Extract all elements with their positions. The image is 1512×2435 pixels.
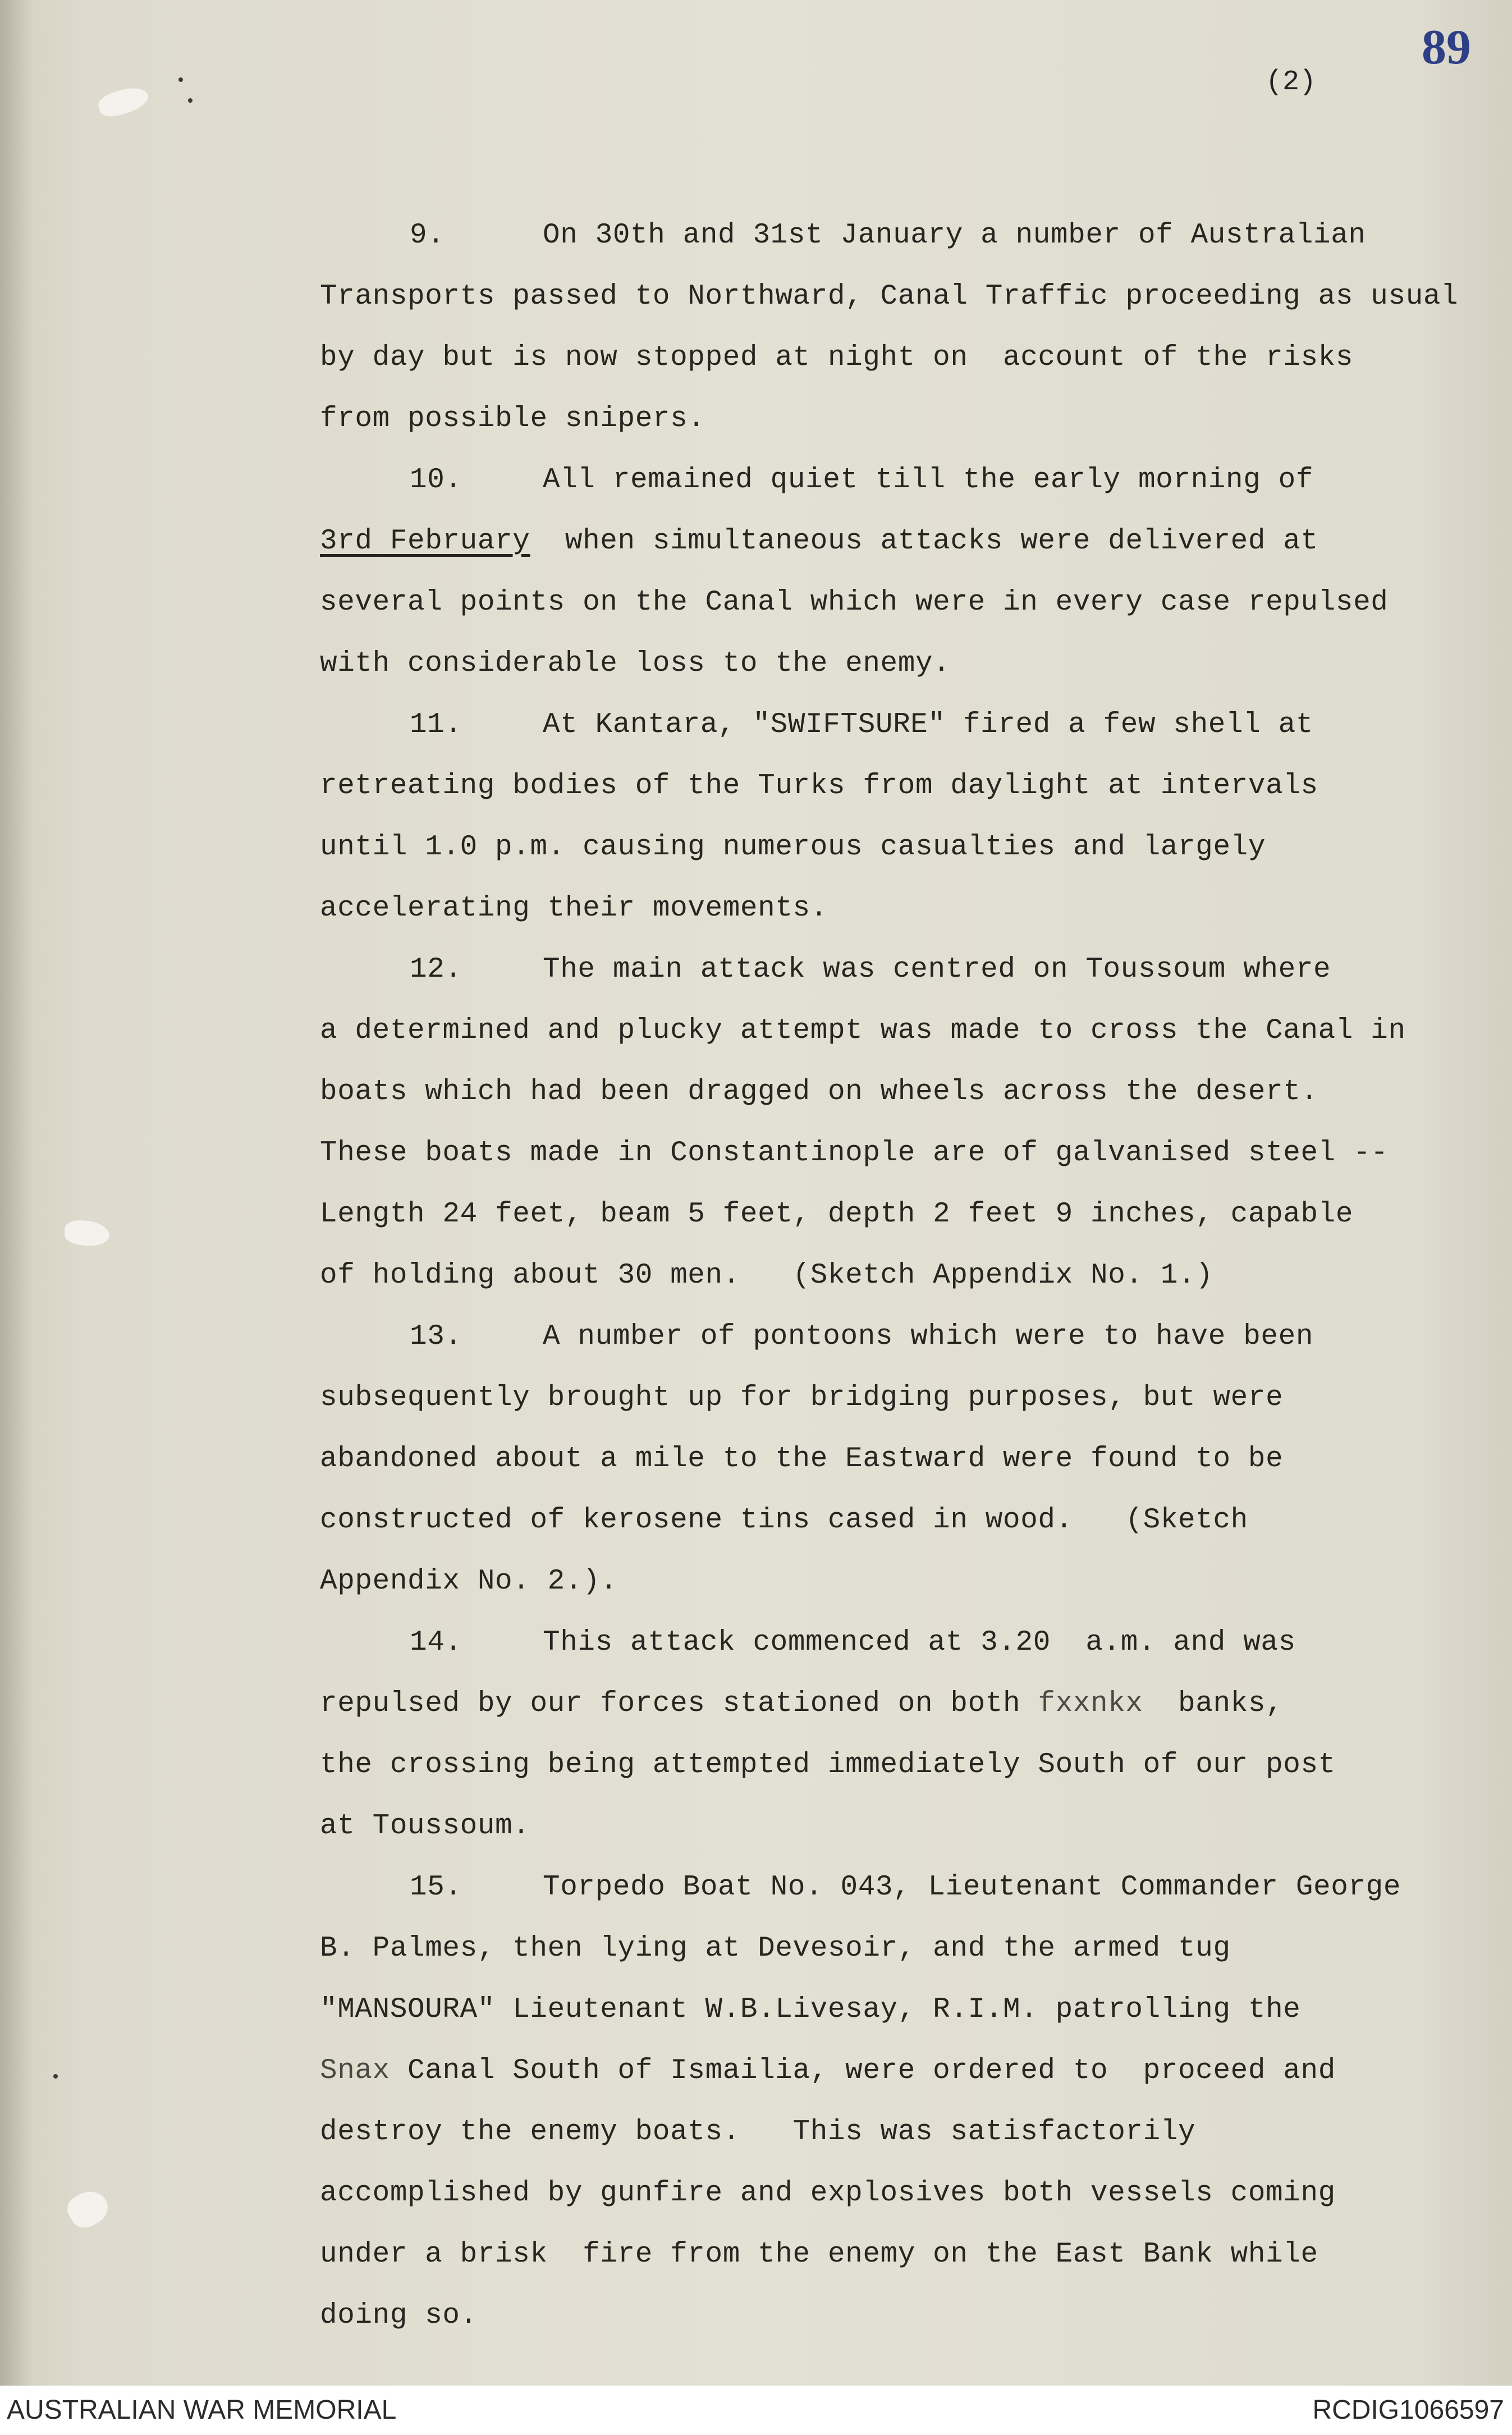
text-line bbox=[320, 2285, 1512, 2346]
struck-out-text: fxxnkx bbox=[1038, 1688, 1143, 1720]
text-line bbox=[320, 1918, 1512, 1979]
line-text: a determined and plucky attempt was made to cross the Canal in bbox=[320, 1015, 1406, 1047]
line-text: retreating bodies of the Turks from daylight at intervals bbox=[320, 770, 1318, 802]
paper-speck bbox=[178, 77, 183, 82]
text-line bbox=[320, 633, 1512, 694]
paper-speck bbox=[188, 98, 193, 103]
text-line bbox=[320, 2224, 1512, 2285]
line-text: These boats made in Constantinople are of galvanised steel -- bbox=[320, 1137, 1389, 1169]
line-text: All remained quiet till the early morning of bbox=[543, 464, 1314, 496]
line-text: boats which had been dragged on wheels across the desert. bbox=[320, 1076, 1318, 1108]
text-line bbox=[320, 1184, 1512, 1245]
paper-tear-mark bbox=[63, 2185, 114, 2233]
text-line bbox=[320, 572, 1512, 633]
text-line bbox=[320, 1367, 1512, 1429]
page-number: (2) bbox=[1265, 66, 1316, 98]
paper-tear-mark bbox=[96, 83, 152, 121]
line-text: with considerable loss to the enemy. bbox=[320, 648, 951, 680]
text-line bbox=[320, 1245, 1512, 1306]
text-line bbox=[320, 511, 1512, 572]
line-text: A number of pontoons which were to have been bbox=[543, 1321, 1314, 1353]
text-line bbox=[320, 694, 1512, 756]
line-text: Appendix No. 2.). bbox=[320, 1566, 618, 1598]
archive-footer bbox=[0, 2386, 1512, 2435]
text-line bbox=[320, 1673, 1512, 1734]
line-text: abandoned about a mile to the Eastward were found to be bbox=[320, 1443, 1284, 1475]
line-text: from possible snipers. bbox=[320, 403, 705, 435]
paper-speck bbox=[53, 2074, 58, 2079]
line-text: constructed of kerosene tins cased in wood. (Sketch bbox=[320, 1504, 1248, 1536]
line-text: banks, bbox=[1143, 1688, 1284, 1720]
line-text: On 30th and 31st January a number of Australian bbox=[543, 219, 1366, 251]
typed-text-body bbox=[320, 205, 1512, 2346]
text-line bbox=[320, 1000, 1512, 1061]
text-line bbox=[320, 450, 1512, 511]
paragraph-number: 11. bbox=[410, 709, 462, 741]
text-line bbox=[320, 1429, 1512, 1490]
underlined-date: 3rd February bbox=[320, 525, 530, 557]
line-text: The main attack was centred on Toussoum where bbox=[543, 954, 1331, 986]
text-line bbox=[320, 266, 1512, 327]
text-line bbox=[320, 1490, 1512, 1551]
line-text: This attack commenced at 3.20 a.m. and was bbox=[543, 1627, 1296, 1659]
line-text: At Kantara, "SWIFTSURE" fired a few shell at bbox=[543, 709, 1314, 741]
paragraph-number: 15. bbox=[410, 1871, 462, 1903]
line-text: until 1.0 p.m. causing numerous casualties and largely bbox=[320, 831, 1266, 863]
text-line bbox=[320, 817, 1512, 878]
line-text: Torpedo Boat No. 043, Lieutenant Commander George bbox=[543, 1871, 1401, 1903]
text-line bbox=[320, 1123, 1512, 1184]
line-text: several points on the Canal which were in every case repulsed bbox=[320, 587, 1389, 619]
text-line bbox=[320, 1612, 1512, 1673]
paragraph-number: 9. bbox=[410, 219, 445, 251]
line-text: Length 24 feet, beam 5 feet, depth 2 feet 9 inches, capable bbox=[320, 1198, 1354, 1230]
text-line bbox=[320, 878, 1512, 939]
archive-name: AUSTRALIAN WAR MEMORIAL bbox=[7, 2395, 397, 2425]
text-line bbox=[320, 1551, 1512, 1612]
line-text: the crossing being attempted immediately South of our post bbox=[320, 1749, 1336, 1781]
text-line bbox=[320, 388, 1512, 450]
folio-number: 89 bbox=[1422, 20, 1471, 75]
paragraph-number: 12. bbox=[410, 954, 462, 986]
text-line bbox=[320, 2102, 1512, 2163]
archive-reference: RCDIG1066597 bbox=[1312, 2395, 1504, 2425]
text-line bbox=[320, 1857, 1512, 1918]
line-text: of holding about 30 men. (Sketch Appendix No. 1.) bbox=[320, 1260, 1213, 1292]
line-text: "MANSOURA" Lieutenant W.B.Livesay, R.I.M. patrolling the bbox=[320, 1994, 1301, 2026]
line-text: Transports passed to Northward, Canal Traffic proceeding as usual bbox=[320, 281, 1459, 313]
text-line bbox=[320, 1734, 1512, 1796]
line-text: doing so. bbox=[320, 2300, 478, 2332]
line-text: repulsed by our forces stationed on both bbox=[320, 1688, 1038, 1720]
page-edge-shadow bbox=[0, 0, 34, 2386]
text-line bbox=[320, 1979, 1512, 2040]
text-line bbox=[320, 1061, 1512, 1123]
line-text: subsequently brought up for bridging purposes, but were bbox=[320, 1382, 1284, 1414]
paragraph-number: 13. bbox=[410, 1321, 462, 1353]
line-text: accomplished by gunfire and explosives both vessels coming bbox=[320, 2177, 1336, 2209]
text-line bbox=[320, 1306, 1512, 1367]
text-line bbox=[320, 2163, 1512, 2224]
line-text: B. Palmes, then lying at Devesoir, and the armed tug bbox=[320, 1933, 1231, 1965]
text-line bbox=[320, 939, 1512, 1000]
line-text: at Toussoum. bbox=[320, 1810, 530, 1842]
text-line bbox=[320, 327, 1512, 388]
text-line bbox=[320, 1796, 1512, 1857]
paragraph-number: 14. bbox=[410, 1627, 462, 1659]
text-line bbox=[320, 205, 1512, 266]
text-line bbox=[320, 2040, 1512, 2102]
text-line bbox=[320, 756, 1512, 817]
struck-out-text: Snax bbox=[320, 2055, 390, 2087]
line-text: Canal South of Ismailia, were ordered to proceed and bbox=[390, 2055, 1336, 2087]
line-text: accelerating their movements. bbox=[320, 892, 828, 924]
line-text: by day but is now stopped at night on account of the risks bbox=[320, 342, 1354, 374]
line-text: destroy the enemy boats. This was satisfactorily bbox=[320, 2116, 1196, 2148]
paper-tear-mark bbox=[64, 1219, 111, 1247]
line-text: when simultaneous attacks were delivered at bbox=[530, 525, 1318, 557]
line-text: under a brisk fire from the enemy on the East Bank while bbox=[320, 2239, 1318, 2271]
paragraph-number: 10. bbox=[410, 464, 462, 496]
